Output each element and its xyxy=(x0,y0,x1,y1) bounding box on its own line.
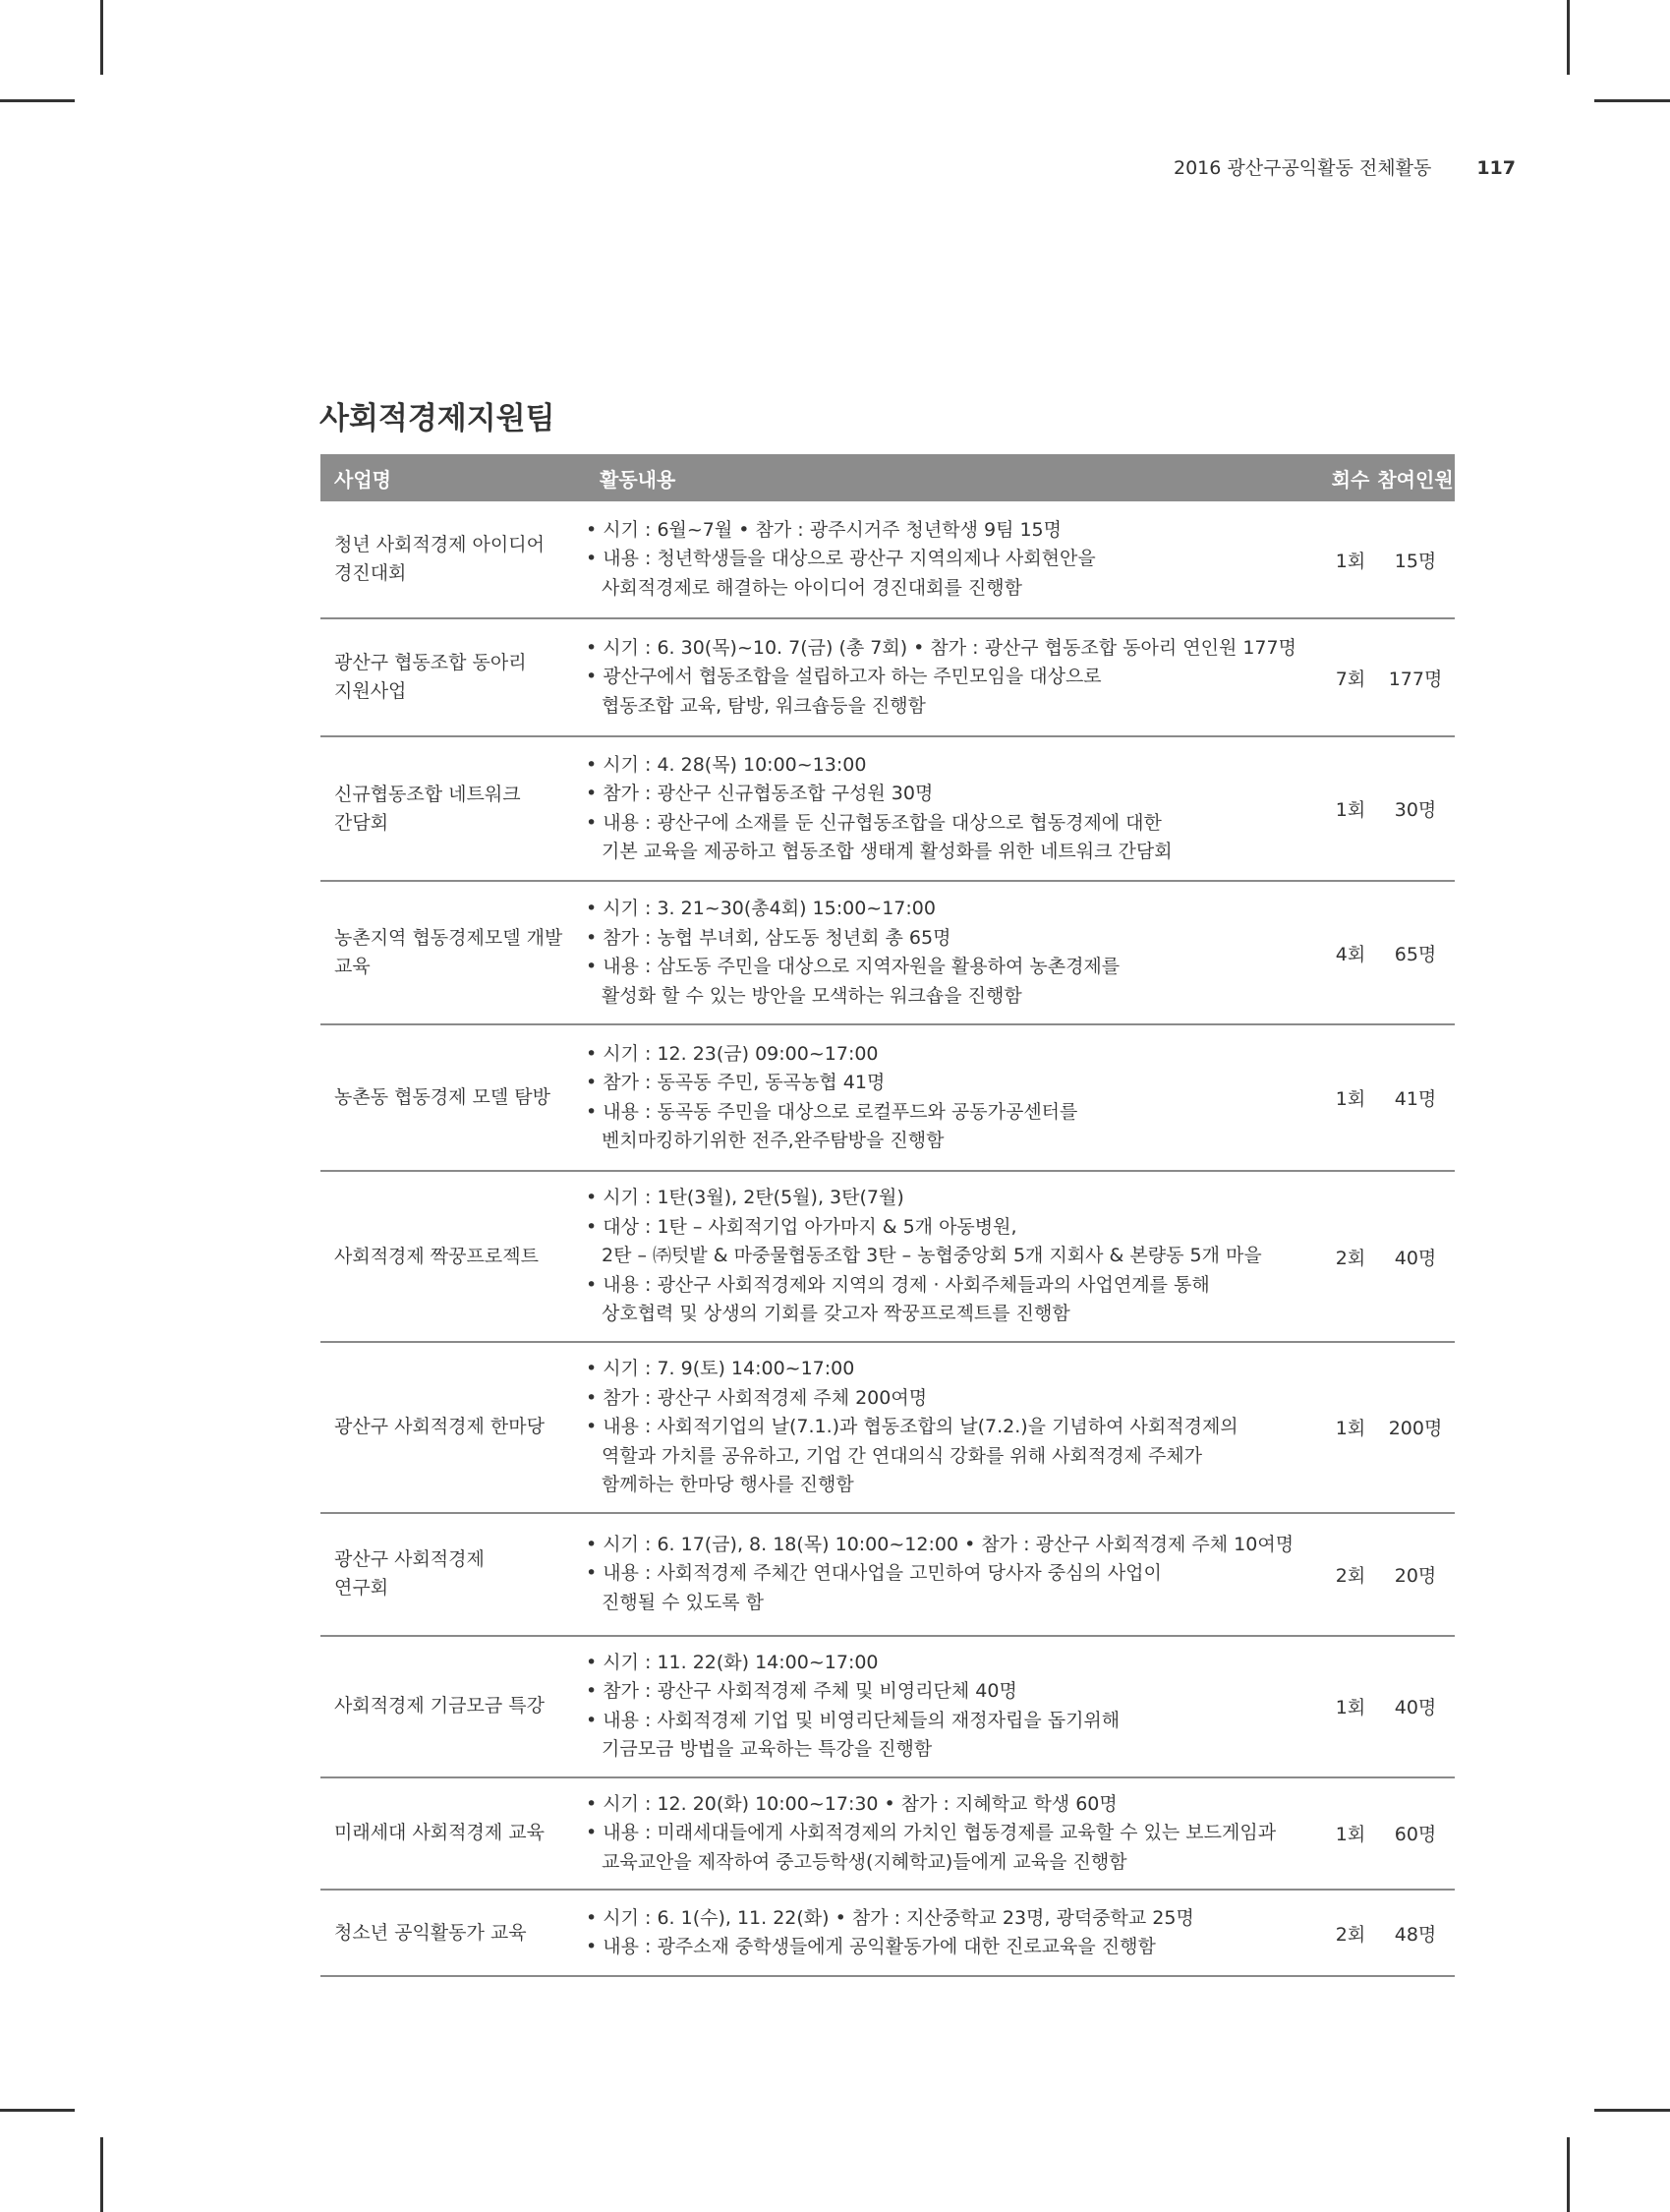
activity-cell xyxy=(586,881,1325,1024)
activity-line: 역할과 가치를 공유하고, 기업 간 연대의식 강화를 위해 사회적경제 주체가 xyxy=(602,1444,1203,1467)
program-name-line: 광산구 사회적경제 한마당 xyxy=(334,1416,545,1438)
activity-line: • 내용 : 미래세대들에게 사회적경제의 가치인 협동경제를 교육할 수 있는 보드게임과 xyxy=(586,1819,1325,1848)
table-row xyxy=(320,1513,1455,1636)
table-row xyxy=(320,501,1455,618)
participants-cell: 41명 xyxy=(1376,1024,1455,1171)
program-name-line: 청년 사회적경제 아이디어 xyxy=(334,534,545,555)
activity-line: • 내용 : 광주소재 중학생들에게 공익활동가에 대한 진로교육을 진행함 xyxy=(586,1933,1325,1962)
program-name-cell xyxy=(320,501,586,618)
program-name-cell xyxy=(320,1777,586,1891)
column-header-program: 사업명 xyxy=(320,454,586,501)
running-header xyxy=(1174,153,1516,180)
program-name-line: 광산구 사회적경제 xyxy=(334,1548,485,1570)
activity-line: • 내용 : 삼도동 주민을 대상으로 지역자원을 활용하여 농촌경제를 xyxy=(586,953,1325,982)
program-name-cell xyxy=(320,1513,586,1636)
participants-cell: 20명 xyxy=(1376,1513,1455,1636)
activity-line: • 시기 : 1탄(3월), 2탄(5월), 3탄(7월) xyxy=(586,1184,1325,1213)
program-name-cell xyxy=(320,881,586,1024)
activity-line: 2탄 – ㈜텃밭 & 마중물협동조합 3탄 – 농협중앙회 5개 지회사 & 본량동 5개 마을 xyxy=(602,1245,1262,1267)
activity-line: • 시기 : 12. 20(화) 10:00~17:30 • 참가 : 지혜학교 학생 60명 xyxy=(586,1790,1325,1820)
table-row xyxy=(320,1024,1455,1171)
activity-line: • 참가 : 광산구 사회적경제 주체 및 비영리단체 40명 xyxy=(586,1677,1325,1707)
activity-line: 진행될 수 있도록 함 xyxy=(602,1591,764,1613)
session-count-cell: 1회 xyxy=(1325,1777,1376,1891)
programs-table xyxy=(320,454,1455,1977)
program-name-cell xyxy=(320,1024,586,1171)
program-name-line: 광산구 협동조합 동아리 xyxy=(334,652,527,673)
activity-line: 활성화 할 수 있는 방안을 모색하는 워크숍을 진행함 xyxy=(602,984,1022,1007)
program-name-line: 지원사업 xyxy=(334,680,407,702)
session-count-cell: 1회 xyxy=(1325,1636,1376,1777)
participants-cell: 60명 xyxy=(1376,1777,1455,1891)
participants-cell: 40명 xyxy=(1376,1171,1455,1342)
program-name-line: 연구회 xyxy=(334,1577,389,1599)
activity-line: • 내용 : 사회적경제 주체간 연대사업을 고민하여 당사자 중심의 사업이 xyxy=(586,1559,1325,1589)
session-count-cell: 1회 xyxy=(1325,1024,1376,1171)
activity-line: • 내용 : 사회적기업의 날(7.1.)과 협동조합의 날(7.2.)을 기념하여 사회적경제의 xyxy=(586,1413,1325,1442)
participants-cell: 200명 xyxy=(1376,1342,1455,1513)
program-name-line: 사회적경제 기금모금 특강 xyxy=(334,1695,545,1717)
activity-line: • 시기 : 7. 9(토) 14:00~17:00 xyxy=(586,1355,1325,1384)
activity-line: • 시기 : 6. 17(금), 8. 18(목) 10:00~12:00 • 참가 : 광산구 사회적경제 주체 10여명 xyxy=(586,1531,1325,1560)
program-name-line: 사회적경제 짝꿍프로젝트 xyxy=(334,1245,539,1267)
activity-line: • 참가 : 동곡동 주민, 동곡농협 41명 xyxy=(586,1069,1325,1098)
program-name-cell xyxy=(320,1636,586,1777)
program-name-line: 미래세대 사회적경제 교육 xyxy=(334,1822,545,1844)
activity-line: • 시기 : 4. 28(목) 10:00~13:00 xyxy=(586,751,1325,781)
participants-cell: 40명 xyxy=(1376,1636,1455,1777)
activity-line: • 내용 : 청년학생들을 대상으로 광산구 지역의제나 사회현안을 xyxy=(586,545,1325,574)
activity-line: • 내용 : 광산구에 소재를 둔 신규협동조합을 대상으로 협동경제에 대한 xyxy=(586,809,1325,839)
activity-cell xyxy=(586,1513,1325,1636)
activity-cell xyxy=(586,1024,1325,1171)
table-row xyxy=(320,881,1455,1024)
activity-line: 함께하는 한마당 행사를 진행함 xyxy=(602,1474,854,1495)
session-count-cell: 4회 xyxy=(1325,881,1376,1024)
activity-line: 벤치마킹하기위한 전주,완주탐방을 진행함 xyxy=(602,1130,945,1151)
column-header-count: 회수 xyxy=(1325,454,1376,501)
crop-mark xyxy=(0,2109,75,2112)
crop-mark xyxy=(100,2137,103,2212)
crop-mark xyxy=(0,99,75,102)
activity-line: • 시기 : 12. 23(금) 09:00~17:00 xyxy=(586,1040,1325,1070)
activity-cell xyxy=(586,736,1325,881)
activity-line: • 참가 : 광산구 신규협동조합 구성원 30명 xyxy=(586,780,1325,809)
page-number: 117 xyxy=(1476,157,1516,179)
participants-cell: 30명 xyxy=(1376,736,1455,881)
participants-cell: 177명 xyxy=(1376,618,1455,736)
program-name-line: 경진대회 xyxy=(334,562,407,584)
crop-mark xyxy=(1594,2109,1670,2112)
session-count-cell: 2회 xyxy=(1325,1171,1376,1342)
activity-line: 협동조합 교육, 탐방, 워크숍등을 진행함 xyxy=(602,694,926,717)
program-name-line: 간담회 xyxy=(334,811,389,834)
table-row xyxy=(320,1636,1455,1777)
session-count-cell: 1회 xyxy=(1325,736,1376,881)
column-header-activity: 활동내용 xyxy=(586,454,1325,501)
activity-line: • 시기 : 6월~7월 • 참가 : 광주시거주 청년학생 9팀 15명 xyxy=(586,516,1325,546)
program-name-line: 신규협동조합 네트워크 xyxy=(334,783,521,805)
table-row xyxy=(320,1171,1455,1342)
activity-line: • 참가 : 농협 부녀회, 삼도동 청년회 총 65명 xyxy=(586,924,1325,954)
program-name-line: 농촌지역 협동경제모델 개발 xyxy=(334,927,563,949)
activity-line: 기금모금 방법을 교육하는 특강을 진행함 xyxy=(602,1738,933,1760)
crop-mark xyxy=(1594,99,1670,102)
participants-cell: 48명 xyxy=(1376,1890,1455,1976)
program-name-line: 농촌동 협동경제 모델 탐방 xyxy=(334,1086,551,1108)
activity-line: • 시기 : 6. 1(수), 11. 22(화) • 참가 : 지산중학교 23명, 광덕중학교 25명 xyxy=(586,1904,1325,1934)
activity-cell xyxy=(586,501,1325,618)
table-row xyxy=(320,1777,1455,1891)
program-name-line: 교육 xyxy=(334,956,371,977)
activity-line: 사회적경제로 해결하는 아이디어 경진대회를 진행함 xyxy=(602,576,1022,599)
session-count-cell: 2회 xyxy=(1325,1890,1376,1976)
activity-cell xyxy=(586,1171,1325,1342)
table-header-row xyxy=(320,454,1455,501)
activity-line: 상호협력 및 상생의 기회를 갖고자 짝꿍프로젝트를 진행함 xyxy=(602,1303,1070,1325)
activity-cell xyxy=(586,1636,1325,1777)
table-row xyxy=(320,1342,1455,1513)
program-name-cell xyxy=(320,1342,586,1513)
participants-cell: 65명 xyxy=(1376,881,1455,1024)
activity-line: • 내용 : 동곡동 주민을 대상으로 로컬푸드와 공동가공센터를 xyxy=(586,1098,1325,1128)
activity-line: • 시기 : 6. 30(목)~10. 7(금) (총 7회) • 참가 : 광산구 협동조합 동아리 연인원 177명 xyxy=(586,634,1325,664)
crop-mark xyxy=(1567,0,1570,75)
activity-line: • 내용 : 광산구 사회적경제와 지역의 경제 · 사회주체들과의 사업연계를 통해 xyxy=(586,1271,1325,1301)
session-count-cell: 7회 xyxy=(1325,618,1376,736)
crop-mark xyxy=(100,0,103,75)
activity-line: • 내용 : 사회적경제 기업 및 비영리단체들의 재정자립을 돕기위해 xyxy=(586,1707,1325,1736)
program-name-cell xyxy=(320,736,586,881)
table-row xyxy=(320,1890,1455,1976)
participants-cell: 15명 xyxy=(1376,501,1455,618)
activity-line: • 광산구에서 협동조합을 설립하고자 하는 주민모임을 대상으로 xyxy=(586,663,1325,692)
program-name-line: 청소년 공익활동가 교육 xyxy=(334,1921,527,1944)
section-title: 사회적경제지원팀 xyxy=(319,401,555,437)
activity-line: 교육교안을 제작하여 중고등학생(지혜학교)들에게 교육을 진행함 xyxy=(602,1850,1127,1873)
activity-cell xyxy=(586,1342,1325,1513)
activity-cell xyxy=(586,1777,1325,1891)
running-title: 2016 광산구공익활동 전체활동 xyxy=(1174,157,1432,179)
activity-cell xyxy=(586,618,1325,736)
program-name-cell xyxy=(320,618,586,736)
activity-line: • 대상 : 1탄 – 사회적기업 아가마지 & 5개 아동병원, xyxy=(586,1213,1325,1243)
session-count-cell: 2회 xyxy=(1325,1513,1376,1636)
activity-line: • 참가 : 광산구 사회적경제 주체 200여명 xyxy=(586,1384,1325,1414)
crop-mark xyxy=(1567,2137,1570,2212)
activity-line: • 시기 : 11. 22(화) 14:00~17:00 xyxy=(586,1649,1325,1678)
activity-cell xyxy=(586,1890,1325,1976)
table-row xyxy=(320,618,1455,736)
activity-line: 기본 교육을 제공하고 협동조합 생태계 활성화를 위한 네트워크 간담회 xyxy=(602,841,1173,862)
table-row xyxy=(320,736,1455,881)
program-name-cell xyxy=(320,1171,586,1342)
program-name-cell xyxy=(320,1890,586,1976)
activity-line: • 시기 : 3. 21~30(총4회) 15:00~17:00 xyxy=(586,895,1325,924)
session-count-cell: 1회 xyxy=(1325,501,1376,618)
session-count-cell: 1회 xyxy=(1325,1342,1376,1513)
column-header-participants: 참여인원 xyxy=(1376,454,1455,501)
